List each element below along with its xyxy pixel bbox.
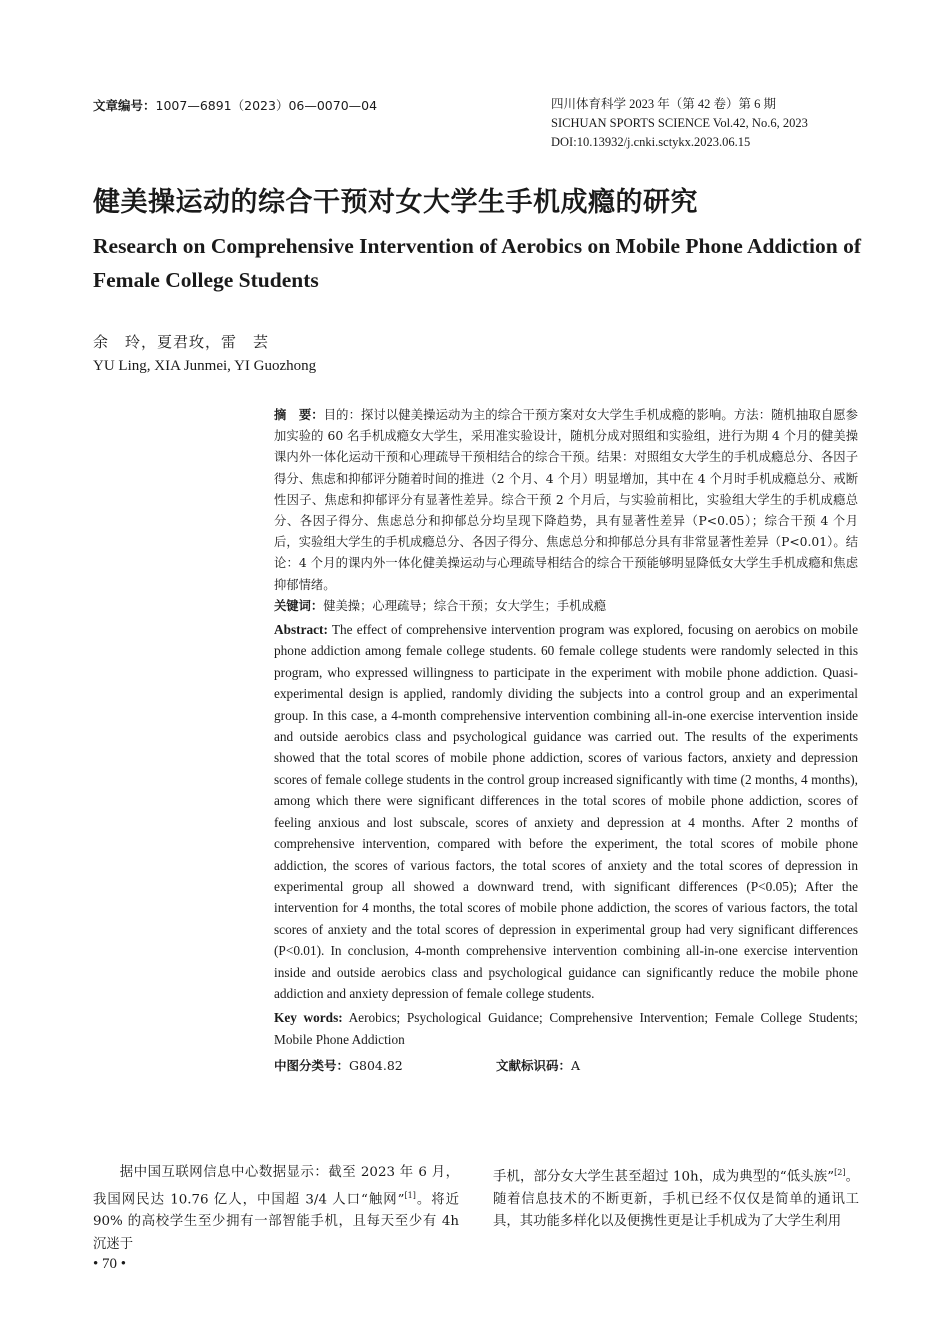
keywords-en-label: Key words: xyxy=(274,1010,343,1026)
document-code xyxy=(496,1056,580,1074)
title-en: Research on Comprehensive Intervention of Aerobics on Mobile Phone Addiction of Female College Students xyxy=(93,234,862,292)
article-number xyxy=(93,96,377,114)
classification-row xyxy=(274,1056,858,1074)
authors-cn: 余 玲，夏君玫，雷 芸 xyxy=(93,333,270,351)
clc-value: G804.82 xyxy=(349,1058,403,1074)
citation-1[interactable]: [1] xyxy=(404,1190,416,1200)
keywords-en-text: Aerobics; Psychological Guidance; Comprehensive Intervention; Female College Students; Mobile Phone Addiction xyxy=(274,1010,858,1047)
abstract-en-label: Abstract: xyxy=(274,622,328,638)
abstract-block xyxy=(274,405,858,1074)
clc-label: 中图分类号： xyxy=(274,1058,350,1074)
doi[interactable]: DOI:10.13932/j.cnki.sctykx.2023.06.15 xyxy=(551,135,751,149)
journal-en: SICHUAN SPORTS SCIENCE Vol.42, No.6, 2023 xyxy=(551,116,808,130)
keywords-cn-text: 健美操；心理疏导；综合干预；女大学生；手机成瘾 xyxy=(323,598,607,613)
abstract-en xyxy=(274,619,858,1004)
keywords-en xyxy=(274,1007,858,1050)
abstract-cn-label: 摘 要： xyxy=(274,408,324,422)
authors-en: YU Ling, XIA Junmei, YI Guozhong xyxy=(93,358,317,374)
abstract-cn-text: 目的：探讨以健美操运动为主的综合干预方案对女大学生手机成瘾的影响。方法：随机抽取自愿参加实验的 60 名手机成瘾女大学生，采用准实验设计，随机分成对照组和实验组，进行为期 4 个月的健美操课内外一体化运动干预和心理疏导干预相结合的综合干预。结果：对照组女大学生的手机成瘾总分、各因子得分、焦虑和抑郁评分随着时间的推进（2 个月、4 个月）明显增加，其中在 4 个月时手机成瘾总分、戒断性因子、焦虑和抑郁评分有显著性差异。综合干预 2 个月后，与实验前相比，实验组大学生的手机成瘾总分、各因子得分、焦虑总分和抑郁总分均呈现下降趋势，具有显著性差异（P<0.05）；综合干预 4 个月后，实验组大学生的手机成瘾总分、各因子得分、焦虑总分和抑郁总分具有非常显著性差异（P<0.01）。结论：4 个月的课内外一体化健美操运动与心理疏导相结合的综合干预能够明显降低女大学生手机成瘾和焦虑抑郁情绪。 xyxy=(274,408,858,592)
keywords-cn-label: 关键词： xyxy=(274,598,324,613)
clc-number xyxy=(274,1056,496,1074)
article-number-value: 1007—6891（2023）06—0070—04 xyxy=(155,98,378,113)
page-number: • 70 • xyxy=(93,1256,127,1272)
doc-code-value: A xyxy=(571,1058,581,1074)
abstract-cn xyxy=(274,405,858,596)
citation-2[interactable]: [2] xyxy=(834,1168,846,1177)
body-right-text-a: 手机，部分女大学生甚至超过 10h，成为典型的“低头族” xyxy=(493,1169,835,1185)
keywords-cn xyxy=(274,596,858,617)
abstract-en-text: The effect of comprehensive intervention program was explored, focusing on aerobics on mobile phone addiction among female college students. 60 female college students were randomly selected in this program, who expressed willingness to participate in the experiment with mobile phone addiction. Quasi-experimental design is applied, randomly dividing the subjects into a control group and an experimental group. In this case, a 4-month comprehensive intervention combining all-in-one exercise intervention inside and outside aerobics class and psychological guidance was carried out. The results of the experiments showed that the total scores of mobile phone addiction, scores of various factors, anxiety and depression scores of female college students in the control group increased significantly with time (2 months, 4 months), among which there were significant differences in the total scores of mobile phone addiction, scores of feeling anxious and lost subscale, scores of anxiety and depression at 4 months. After 2 months of comprehensive intervention, compared with before the experiment, the total scores of mobile phone addiction, the scores of various factors, the total scores of anxiety and the total scores of depression in experimental group all showed a downward trend, with significant differences (P<0.05); After the intervention for 4 months, the total scores of mobile phone addiction, the scores of various factors, the total scores of anxiety and the total scores of depression in experimental group had very significant differences (P<0.01). In conclusion, 4-month comprehensive intervention combining all-in-one exercise intervention inside and outside aerobics class and psychological guidance can significantly reduce the mobile phone addiction and anxiety depression of female college students. xyxy=(274,622,858,1001)
title-cn: 健美操运动的综合干预对女大学生手机成瘾的研究 xyxy=(93,187,698,218)
body-left-text-b: 。将近 90% 的高校学生至少拥有一部智能手机，且每天至少有 4h 沉迷于 xyxy=(93,1191,460,1252)
body-column-right xyxy=(493,1162,859,1234)
body-left-text-a: 据中国互联网信息中心数据显示：截至 2023 年 6 月，我国网民达 10.76 亿人，中国超 3/4 人口“触网” xyxy=(93,1165,459,1207)
journal-info xyxy=(551,95,808,152)
journal-cn: 四川体育科学 2023 年（第 42 卷）第 6 期 xyxy=(551,97,777,111)
doc-code-label: 文献标识码： xyxy=(496,1058,572,1074)
body-column-left xyxy=(93,1162,459,1256)
body-right-text-b: 。随着信息技术的不断更新，手机已经不仅仅是简单的通讯工具，其功能多样化以及便携性更是让手机成为了大学生利用 xyxy=(493,1169,859,1230)
article-number-label: 文章编号： xyxy=(93,98,156,113)
